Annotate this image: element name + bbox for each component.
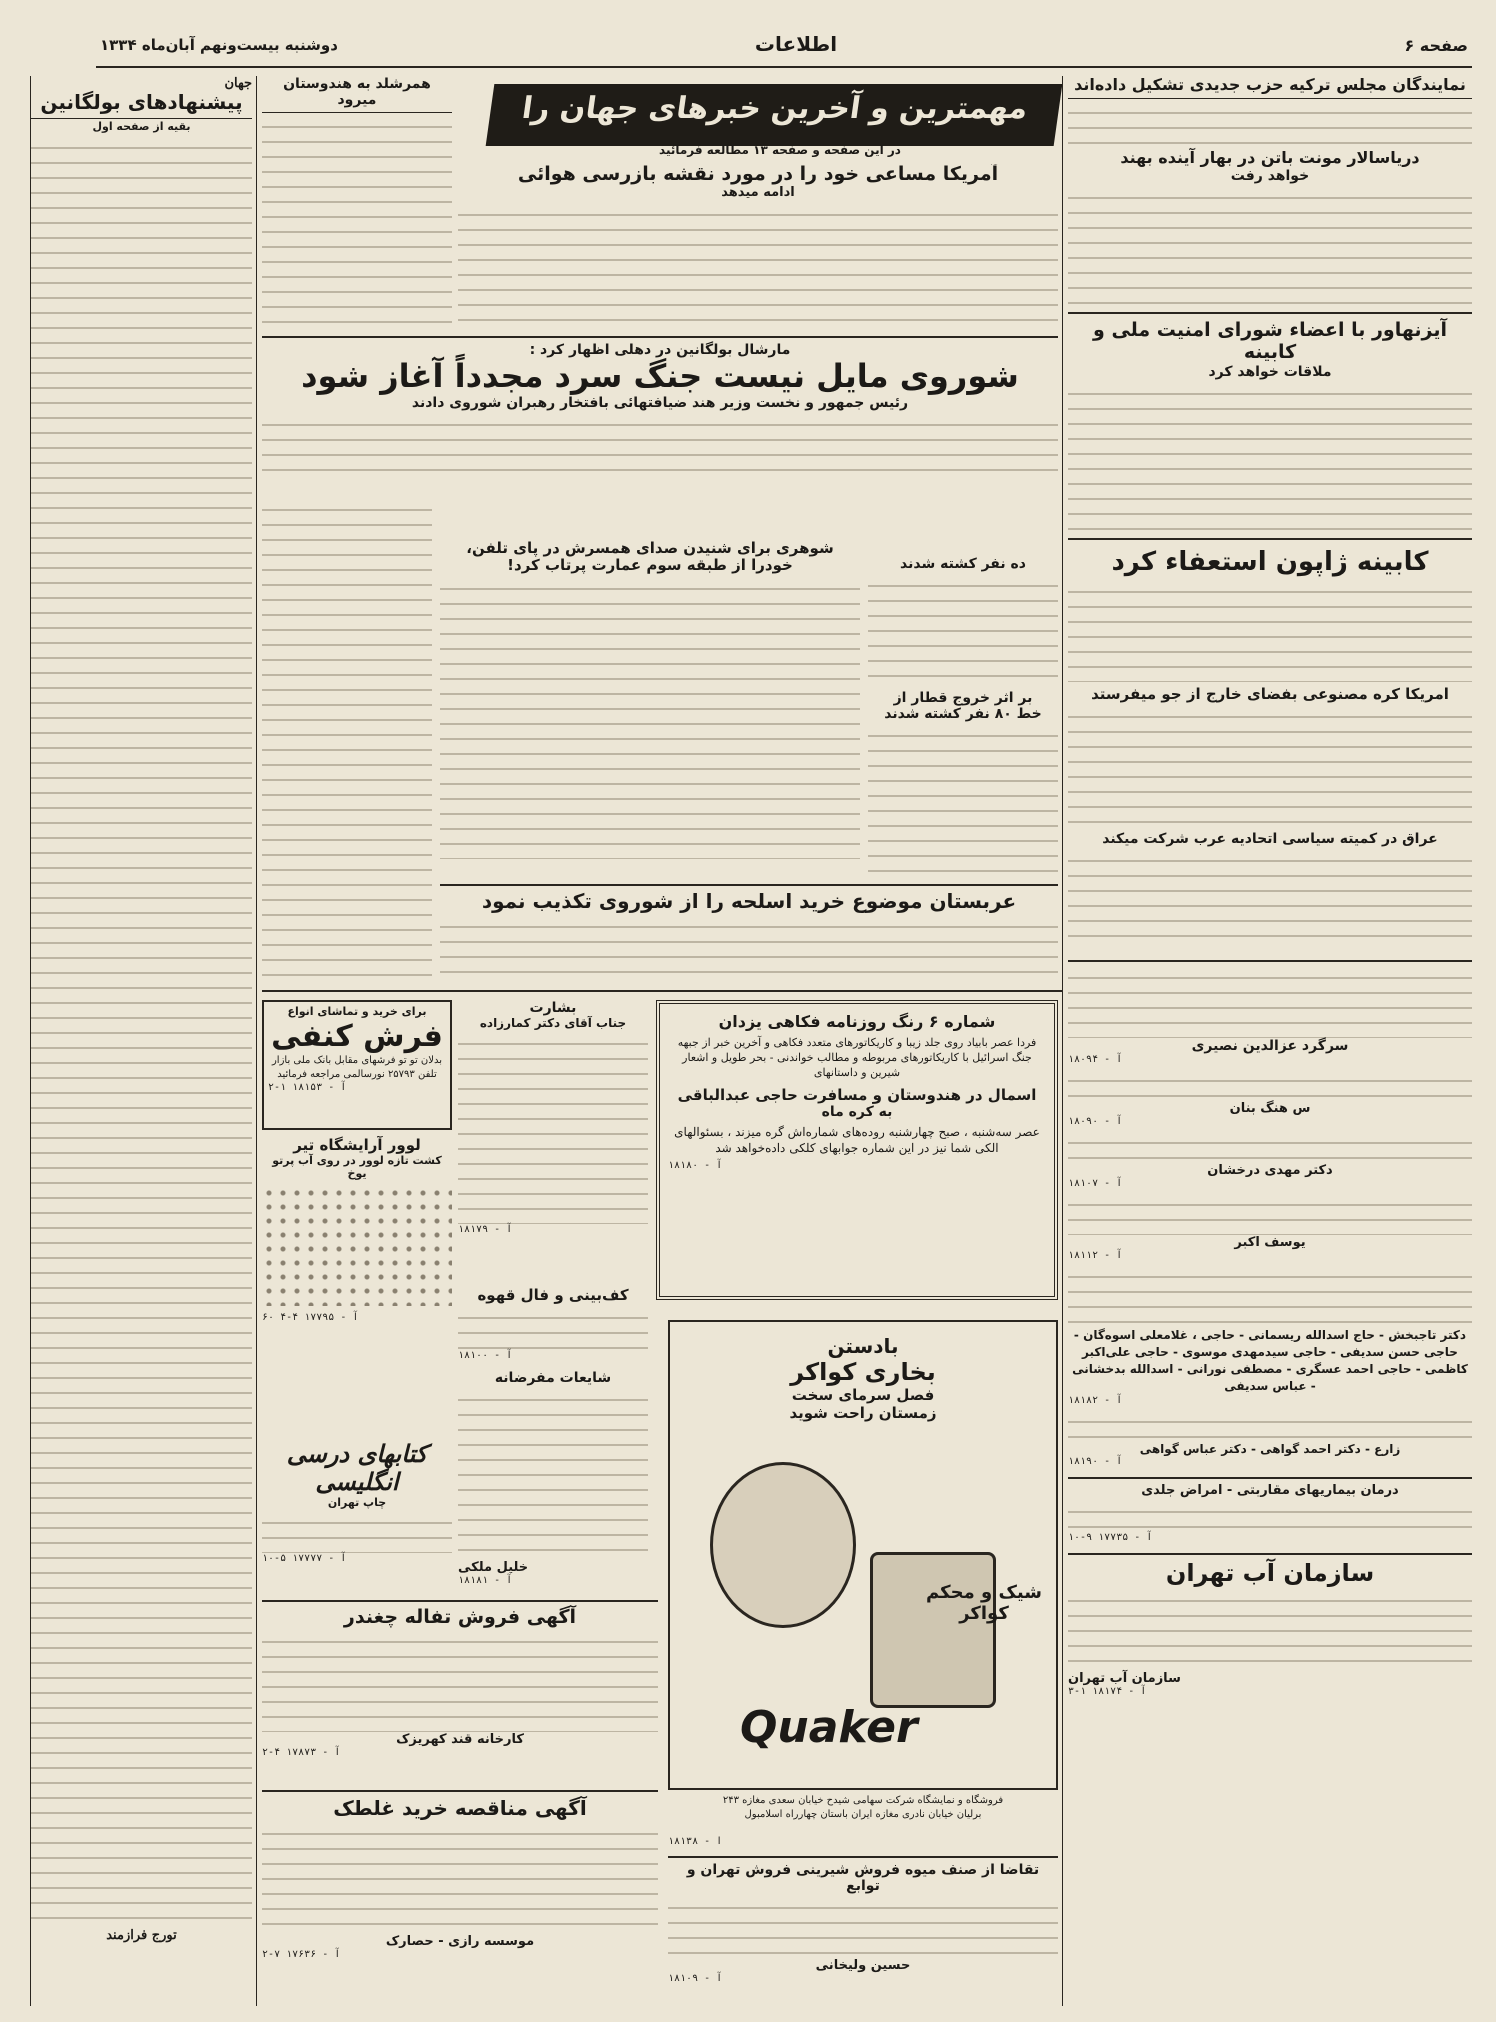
ad-shabat-body — [458, 1390, 648, 1560]
ad-tehran-fruit-sign: حسین ولیخانی — [815, 1958, 911, 1973]
darman-title: درمان بیماریهای مقاربتی - امراض جلدی — [1068, 1477, 1472, 1498]
headline-montbatten: دریاسالار مونت باتن در بهار آینده بهند — [1120, 148, 1420, 168]
ad-laver-sub: کشت تازه لوور در روی آب پرتو یوخ — [272, 1154, 442, 1180]
body-montbatten — [1068, 188, 1472, 308]
ad-kafbini-body — [458, 1308, 648, 1350]
ad-besharat-code: آ - ۱۸۱۷۹ — [458, 1224, 513, 1235]
ad-laver-ornament — [262, 1186, 452, 1306]
darman-body — [1068, 1502, 1472, 1532]
ad-shabat — [458, 1370, 648, 1600]
ad-tehran-fruit-title: تقاضا از صنف میوه فروش شیرینی فروش تهران و توابع — [686, 1862, 1040, 1894]
ad-ketab-body — [262, 1513, 452, 1553]
headline-hamarshald: همرشلد به هندوستان میرود — [262, 76, 452, 113]
ad-chogondar-body — [262, 1632, 658, 1732]
ad-quaker-shop: فروشگاه و نمایشگاه شرکت سهامی شیدح خیابان سعدی مغازه ۲۴۳ — [722, 1795, 1004, 1806]
body-jahan — [31, 138, 252, 1928]
subhead-soviet: رئیس جمهور و نخست وزیر هند ضیافتهائی بافتخار رهبران شوروی دادند — [411, 394, 909, 411]
headline-jahan: پیشنهادهای بولگانین — [31, 91, 252, 119]
ad-quaker-brand1: بخاری کواکر — [790, 1358, 936, 1386]
body-phone — [440, 579, 860, 859]
headline-eisenhower: آیزنهاور با اعضاء شورای امنیت ملی و کابینه — [1068, 312, 1472, 364]
masthead — [96, 28, 1472, 68]
ad-laver-code: آ - ۱۷۷۹۵ ۴-۴ ۶۰ — [262, 1312, 359, 1323]
body-hamarshald — [262, 117, 452, 326]
notice6-body — [1068, 1412, 1472, 1442]
ad-farsh-body: بدلان تو تو فرشهای مقابل بانک ملی بازار تلفن ۲۵۷۹۳ نورسالمی مراجعه فرمائید — [271, 1054, 443, 1080]
ad-yazdan-code: آ - ۱۸۱۸۰ — [668, 1160, 723, 1171]
notice5-code: آ - ۱۸۱۸۲ — [1068, 1395, 1123, 1406]
body-soviet — [262, 415, 1058, 475]
body-eisenhower — [1068, 384, 1472, 534]
ad-yazdan-body: فردا عصر بابیاد روی جلد زیبا و کاریکاتورهای متعدد فکاهی و آخرین خبر از جبهه جنگ اسرائیل با کاریکاتورهای مربوطه و مطالب خواندنی - بحر طویل و اشعار شیرین و داستانهای — [677, 1036, 1037, 1079]
headline-turkey: نمایندگان مجلس ترکیه حزب جدیدی تشکیل داده‌اند — [1068, 76, 1472, 99]
ad-ghalat-title: آگهی مناقصه خرید غلطک — [333, 1796, 587, 1820]
ad-chogondar-code: آ - ۱۷۸۷۳ ۴-۲ — [262, 1747, 341, 1758]
body-satellite — [1068, 707, 1472, 827]
notice2-code: آ - ۱۸۰۹۰ — [1068, 1116, 1123, 1127]
body-iraq — [1068, 851, 1472, 941]
notice3-body — [1068, 1133, 1472, 1163]
notice1-code: آ - ۱۸۰۹۴ — [1068, 1054, 1123, 1065]
headline-soviet: شوروی مایل نیست جنگ سرد مجدداً آغاز شود — [301, 357, 1019, 396]
story-phone — [440, 540, 860, 880]
ad-besharat-title: بشارت — [529, 1000, 577, 1016]
ad-farsh — [262, 1000, 452, 1130]
ad-tehran-fruit — [668, 1856, 1058, 1996]
ad-besharat-body — [458, 1034, 648, 1224]
column-right — [1068, 76, 1472, 956]
water-body — [1068, 1591, 1472, 1671]
ad-quaker-shops — [668, 1794, 1058, 1834]
notice1-sign: سرگرد عزالدین نصیری — [1191, 1038, 1349, 1054]
ad-quaker-shop2: برلیان خیابان نادری مغازه ایران باستان چهارراه اسلامبول — [744, 1809, 982, 1820]
ad-ketab — [262, 1440, 452, 1590]
kicker-soviet: مارشال بولگانین در دهلی اظهار کرد : — [529, 342, 791, 358]
ads-divider — [262, 990, 1062, 992]
banner — [486, 84, 1063, 146]
subhead-montbatten: خواهد رفت — [1230, 167, 1310, 184]
notice3-code: آ - ۱۸۱۰۷ — [1068, 1178, 1123, 1189]
column-left — [30, 76, 252, 2006]
ad-hajji-title: اسمال در هندوستان و مسافرت حاجی عبدالباقی — [677, 1086, 1037, 1104]
notice3-sign: دکتر مهدی درخشان — [1207, 1163, 1333, 1178]
ad-quaker — [668, 1320, 1058, 1790]
ad-yazdan — [656, 1000, 1058, 1300]
notice6-sign: زارع - دکتر احمد گواهی - دکتر عباس گواهی — [1139, 1442, 1401, 1456]
notice2-sign: س هنگ بنان — [1229, 1101, 1311, 1116]
notice4-code: آ - ۱۸۱۱۲ — [1068, 1250, 1123, 1261]
subhead-train: خط ۸۰ نفر کشته شدند — [884, 706, 1042, 723]
darman-code: آ - ۱۷۷۳۵ ۹-۱۰ — [1068, 1532, 1153, 1543]
ad-quaker-logo: Quaker — [740, 1702, 918, 1753]
story-arabia — [440, 884, 1058, 984]
notice4-body — [1068, 1195, 1472, 1235]
headline-arabia: عربستان موضوع خرید اسلحه را از شوروی تکذیب نمود — [481, 889, 1017, 913]
ad-chogondar-sign: کارخانه قند کهریزک — [396, 1732, 524, 1747]
ad-ghalat-code: آ - ۱۷۶۳۶ ۷-۲ — [262, 1949, 341, 1960]
ad-shabat-code: آ - ۱۸۱۸۱ — [458, 1575, 513, 1586]
headline-america: آمریکا مساعی خود را در مورد نقشه بازرسی هوائی — [517, 164, 999, 185]
story-america — [458, 164, 1058, 334]
ad-kafbini-code: آ - ۱۸۱۰۰ — [458, 1350, 513, 1361]
notice5-sign: دکتر تاجبخش - حاج اسدالله ریسمانی - حاجی ، غلامعلی اسوه‌گان - حاجی حسن سدیفی - حاجی سیدمهدی موسوی - حاجی علی‌اکبر کاظمی - حاجی احمد عسگری - مصطفی نورانی - اسدالله بدخشانی - عباس سدیفی — [1072, 1328, 1468, 1393]
column-soviet-continued — [262, 500, 432, 980]
ad-ghalat-body — [262, 1824, 658, 1934]
notice5-body — [1068, 1267, 1472, 1327]
ad-hajji-body: عصر سه‌شنبه ، صبح چهارشنبه روده‌های شماره‌اش گره میزند ، بسئوالهای الکی شما نیز در این شماره جوابهای کلکی داده‌خواهد شد — [674, 1125, 1040, 1155]
story-hamarshald — [262, 76, 452, 326]
masthead-date: دوشنبه بیست‌ونهم آبان‌ماه ۱۳۳۴ — [100, 36, 338, 54]
notice2-body — [1068, 1071, 1472, 1101]
left-sign: تورج فرازمند — [106, 1927, 177, 1943]
ad-laver — [262, 1136, 452, 1336]
water-code: آ - ۱۸۱۷۴ ۱-۳ — [1068, 1686, 1147, 1697]
ad-tehran-fruit-body — [668, 1898, 1058, 1958]
ad-besharat-sub: جناب آقای دکتر کمارزاده — [479, 1016, 627, 1030]
ad-besharat — [458, 1000, 648, 1280]
ad-shabat-title: شایعات مفرضانه — [494, 1370, 612, 1386]
headline-japan: کابینه ژاپون استعفاء کرد — [1068, 538, 1472, 578]
ad-yazdan-title: شماره ۶ رنگ روزنامه فکاهی یزدان — [718, 1012, 996, 1031]
body-train — [868, 726, 1058, 876]
ad-laver-title: لوور آرایشگاه تیر — [293, 1136, 421, 1154]
ad-quaker-top: بادستن — [827, 1334, 899, 1358]
headline-iraq: عراق در کمیته سیاسی اتحادیه عرب شرکت میکند — [1102, 830, 1438, 847]
water-sign: سازمان آب تهران — [1068, 1671, 1181, 1686]
subhead-eisenhower: ملاقات خواهد کرد — [1208, 363, 1332, 380]
body-dead — [868, 576, 1058, 686]
water-title: سازمان آب تهران — [1068, 1553, 1472, 1587]
ad-ghalat — [262, 1790, 658, 1990]
ad-chogondar-title: آگهی فروش تفاله چغندر — [343, 1606, 577, 1628]
column-notices — [1068, 960, 1472, 2006]
ad-quaker-line1: فصل سرمای سخت — [791, 1386, 935, 1404]
headline-dead: ده نفر کشته شدند — [900, 556, 1026, 572]
ad-ketab-title: کتابهای درسی انگلیسی — [286, 1440, 428, 1496]
ad-quaker-heater-icon — [870, 1552, 996, 1708]
notice6-code: آ - ۱۸۱۹۰ — [1068, 1456, 1123, 1467]
body-turkey — [1068, 103, 1472, 145]
ad-kafbini — [458, 1286, 648, 1366]
ad-ketab-code: آ - ۱۷۷۷۷ ۵-۱۰ — [262, 1553, 347, 1564]
ad-hajji-sub: به کره ماه — [821, 1104, 893, 1120]
ad-tehran-fruit-code: آ - ۱۸۱۰۹ — [668, 1973, 723, 1984]
ad-ketab-sub: چاپ تهران — [327, 1496, 387, 1509]
banner-subtitle: در این صفحه و صفحه ۱۳ مطالعه فرمائید — [659, 144, 901, 157]
body-arabia — [440, 917, 1058, 977]
subhead-phone: خودرا از طبقه سوم عمارت پرتاب کرد! — [507, 556, 793, 575]
ad-quaker-code: آ - ۱۸۱۳۸ — [668, 1836, 723, 1847]
ad-farsh-title: فرش کنفی — [271, 1018, 443, 1054]
ad-quaker-face-icon — [710, 1462, 856, 1628]
masthead-paper: اطلاعات — [754, 32, 838, 56]
ad-ghalat-sign: موسسه رازی - حصارک — [385, 1934, 535, 1949]
headline-satellite: امریکا کره مصنوعی بفضای خارج از جو میفرستد — [1091, 684, 1449, 703]
column-rule-2 — [1062, 76, 1063, 2006]
headline-train: بر اثر خروج قطار از — [893, 690, 1033, 707]
ad-chogondar — [262, 1600, 658, 1780]
ad-farsh-pre: برای خرید و تماشای انواع — [287, 1005, 427, 1018]
ad-quaker-line2: زمستان راحت شوید — [789, 1404, 937, 1422]
story-dead — [868, 556, 1058, 886]
ad-shabat-sign: خلیل ملکی — [458, 1560, 529, 1575]
ad-farsh-code: آ - ۱۸۱۵۳ ۱-۲ — [268, 1081, 347, 1093]
body-america — [458, 205, 1058, 325]
ad-quaker-brand2: شیک و محکم کواکر — [926, 1582, 1042, 1624]
headline-phone: شوهری برای شنیدن صدای همسرش در پای تلفن، — [466, 540, 834, 557]
subhead-jahan: بقیه از صفحه اول — [92, 120, 191, 133]
ad-kafbini-title: کف‌بینی و فال قهوه — [477, 1286, 629, 1304]
column-rule-1 — [256, 76, 257, 2006]
notice4-sign: یوسف اکبر — [1234, 1235, 1306, 1250]
banner-title: مهمترین و آخرین خبرهای جهان را — [519, 91, 1031, 126]
masthead-page: صفحه ۶ — [1404, 36, 1468, 55]
kicker-jahan: جهان — [224, 76, 252, 91]
story-soviet — [262, 336, 1058, 496]
subhead-america: ادامه میدهد — [721, 184, 795, 200]
body-japan — [1068, 582, 1472, 682]
notice1-body — [1068, 968, 1472, 1038]
